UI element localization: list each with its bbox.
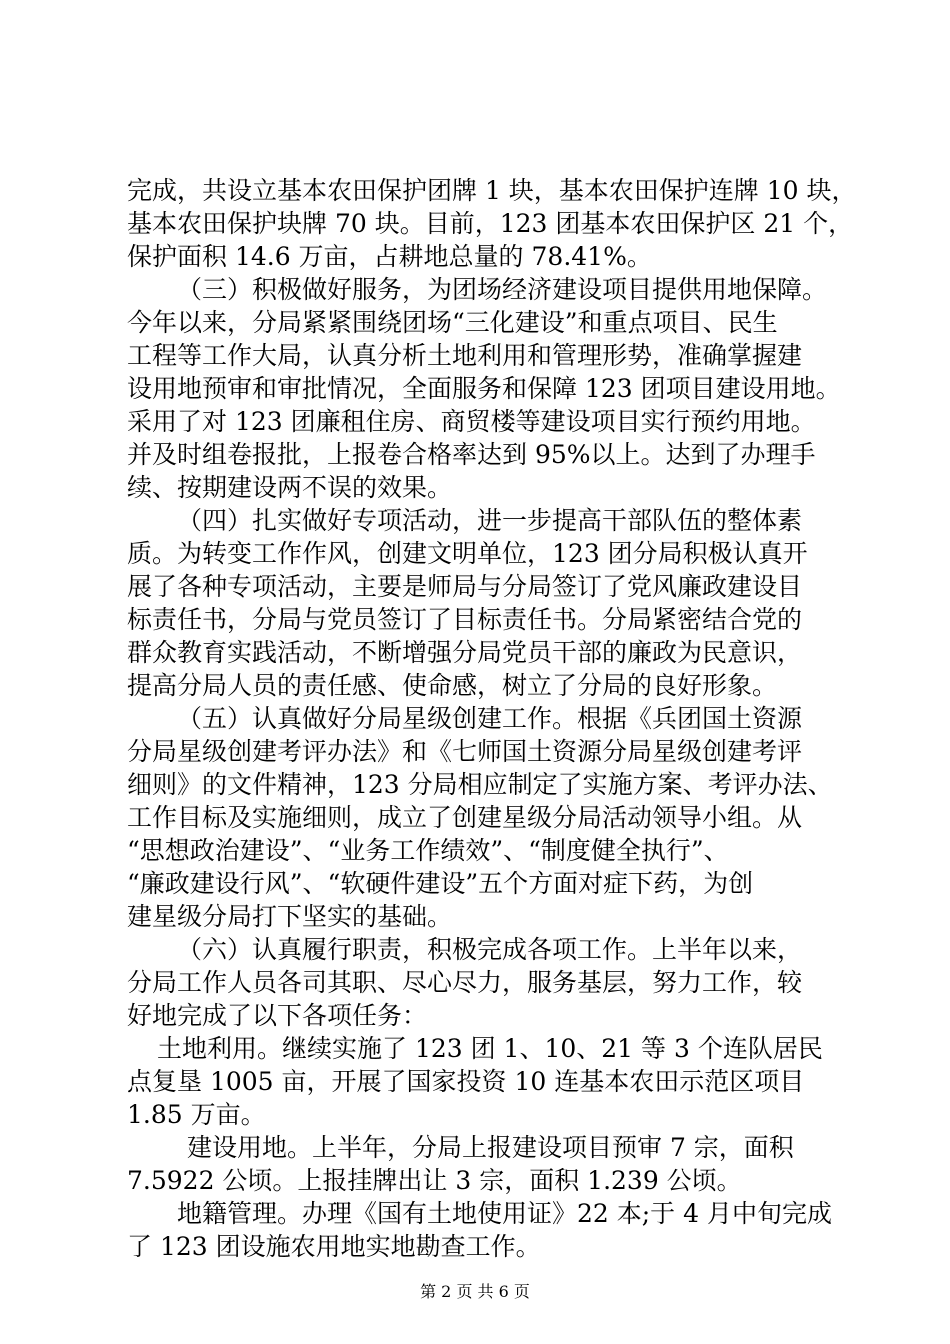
text-line: 群众教育实践活动，不断增强分局党员干部的廉政为民意识， bbox=[127, 638, 803, 667]
text-line: 点复垦 1005 亩，开展了国家投资 10 连基本农田示范区项目 bbox=[127, 1067, 805, 1096]
text-line: 设用地预审和审批情况，全面服务和保障 123 团项目建设用地。 bbox=[127, 374, 841, 403]
text-line: 7.5922 公顷。上报挂牌出让 3 宗，面积 1.239 公顷。 bbox=[127, 1166, 742, 1195]
section-heading: （三）积极做好服务，为团场经济建设项目提供用地保障。 bbox=[177, 275, 828, 304]
section-heading: （四）扎实做好专项活动，进一步提高干部队伍的整体素 bbox=[177, 506, 803, 535]
text-line: 基本农田保护块牌 70 块。目前，123 团基本农田保护区 21 个， bbox=[127, 209, 854, 238]
text-line: 细则》的文件精神，123 分局相应制定了实施方案、考评办法、 bbox=[127, 770, 833, 799]
text-line: 今年以来，分局紧紧围绕团场“三化建设”和重点项目、民生 bbox=[127, 308, 778, 337]
text-line: 保护面积 14.6 万亩，占耕地总量的 78.41%。 bbox=[127, 242, 652, 271]
text-line: “廉政建设行风”、“软硬件建设”五个方面对症下药，为创 bbox=[127, 869, 754, 898]
text-line: 工作目标及实施细则，成立了创建星级分局活动领导小组。从 bbox=[127, 803, 803, 832]
text-line: 并及时组卷报批，上报卷合格率达到 95%以上。达到了办理手 bbox=[127, 440, 816, 469]
text-line: “思想政治建设”、“业务工作绩效”、“制度健全执行”、 bbox=[127, 836, 729, 865]
text-line: 工程等工作大局，认真分析土地利用和管理形势，准确掌握建 bbox=[127, 341, 803, 370]
text-line: 续、按期建设两不误的效果。 bbox=[127, 473, 453, 502]
item-heading: 建设用地。上半年，分局上报建设项目预审 7 宗，面积 bbox=[187, 1133, 794, 1162]
section-heading: （六）认真履行职责，积极完成各项工作。上半年以来， bbox=[177, 935, 803, 964]
text-line: 1.85 万亩。 bbox=[127, 1100, 266, 1129]
text-line: 了 123 团设施农用地实地勘查工作。 bbox=[127, 1232, 541, 1261]
text-line: 采用了对 123 团廉租住房、商贸楼等建设项目实行预约用地。 bbox=[127, 407, 816, 436]
text-line: 质。为转变工作作风，创建文明单位，123 团分局积极认真开 bbox=[127, 539, 808, 568]
text-line: 建星级分局打下坚实的基础。 bbox=[127, 902, 453, 931]
page-footer: 第 2 页 共 6 页 bbox=[420, 1282, 530, 1301]
text-line: 分局星级创建考评办法》和《七师国土资源分局星级创建考评 bbox=[127, 737, 803, 766]
item-heading: 地籍管理。办理《国有土地使用证》22 本;于 4 月中旬完成 bbox=[177, 1199, 832, 1228]
text-line: 分局工作人员各司其职、尽心尽力，服务基层，努力工作，较 bbox=[127, 968, 803, 997]
text-line: 完成，共设立基本农田保护团牌 1 块，基本农田保护连牌 10 块， bbox=[127, 176, 857, 205]
text-line: 标责任书，分局与党员签订了目标责任书。分局紧密结合党的 bbox=[127, 605, 803, 634]
item-heading: 土地利用。继续实施了 123 团 1、10、21 等 3 个连队居民 bbox=[157, 1034, 823, 1063]
text-line: 好地完成了以下各项任务： bbox=[127, 1001, 428, 1030]
section-heading: （五）认真做好分局星级创建工作。根据《兵团国土资源 bbox=[177, 704, 803, 733]
text-line: 展了各种专项活动，主要是师局与分局签订了党风廉政建设目 bbox=[127, 572, 803, 601]
text-line: 提高分局人员的责任感、使命感，树立了分局的良好形象。 bbox=[127, 671, 778, 700]
